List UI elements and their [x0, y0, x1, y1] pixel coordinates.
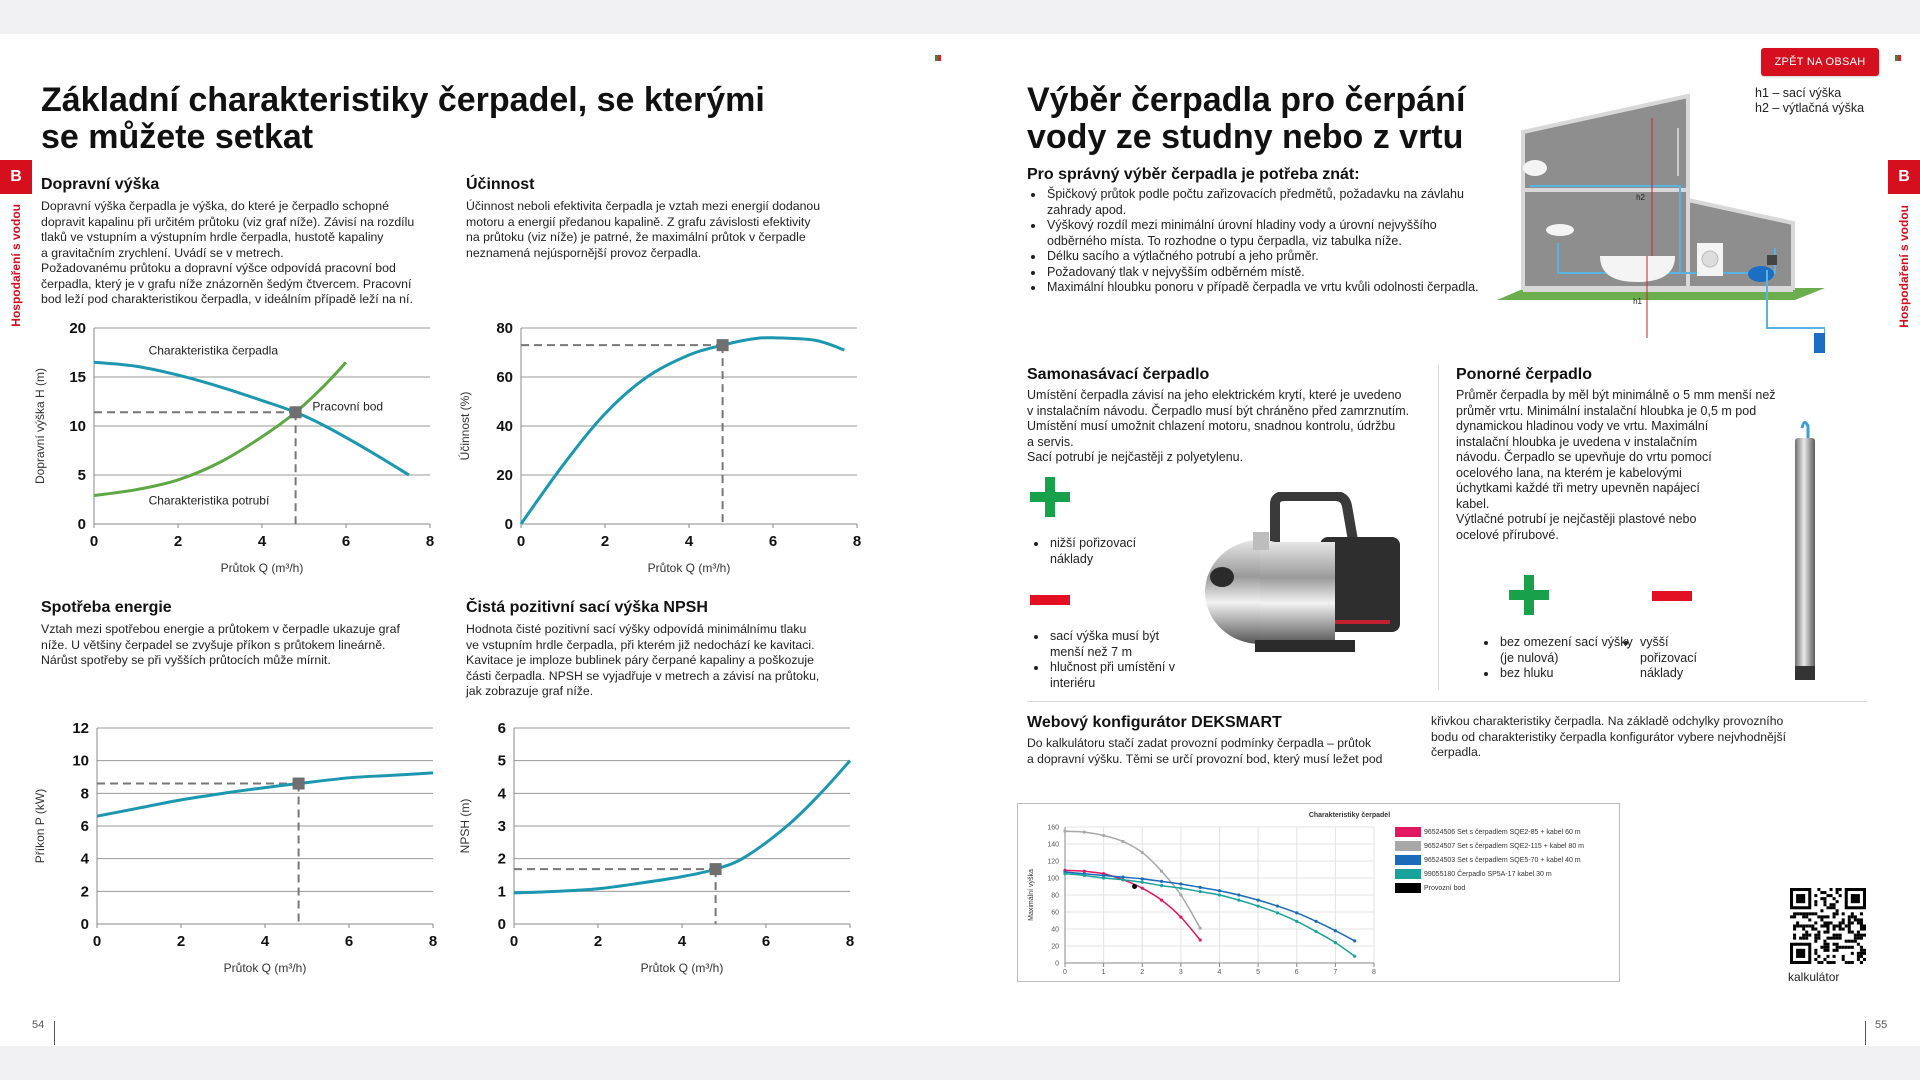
y-tick-label: 120 — [1047, 858, 1059, 866]
x-tick-label: 0 — [509, 933, 519, 950]
chart-annotation: Pracovní bod — [312, 399, 384, 414]
data-point — [1121, 840, 1124, 843]
legend-swatch — [1395, 869, 1421, 879]
legend-item — [1395, 868, 1584, 882]
pro-item: • bez omezení sací výšky (je nulová) — [1498, 635, 1638, 666]
color-marker-icon — [1895, 55, 1901, 61]
data-point — [1199, 927, 1202, 930]
data-point — [1083, 874, 1086, 877]
section-spotreba — [41, 599, 451, 669]
y-tick-label: 160 — [1047, 824, 1059, 832]
legend-item — [1395, 840, 1584, 854]
submersible-section — [1456, 366, 1816, 543]
x-tick-label: 7 — [1333, 969, 1338, 976]
y-tick-label: 60 — [1051, 909, 1059, 917]
x-tick-label: 6 — [341, 533, 351, 550]
page-number-left: 54 — [32, 1019, 45, 1031]
series-line — [1065, 874, 1355, 956]
chart-title: Charakteristiky čerpadel — [1308, 812, 1391, 819]
x-tick-label: 4 — [677, 933, 687, 950]
legend-item — [1395, 854, 1584, 868]
y-tick-label: 0 — [504, 516, 513, 533]
y-tick-label: 2 — [497, 850, 506, 868]
data-point — [1132, 884, 1137, 889]
section-label-left: Hospodaření s vodou — [9, 204, 23, 327]
y-tick-label: 6 — [497, 720, 506, 737]
legend-h1: h1 – sací výška — [1755, 86, 1842, 100]
y-tick-label: 40 — [1051, 926, 1059, 934]
y-tick-label: 20 — [496, 467, 513, 484]
y-axis-label: Maximální výška — [1028, 869, 1035, 921]
text-npsh: Hodnota čisté pozitivní sací výšky odpovídá minimálnímu tlaku ve vstupním hrdle čerpadla, při kterém již nedochází ke kavitaci. Kavitace je imploze bublinek páry čerpané kapaliny a poškozuje části čerpadla. NPSH se vyjadřuje v metrech a závisí na průtoku, jak zobrazuje graf níže. — [466, 622, 820, 698]
house-diagram — [1495, 88, 1825, 353]
h1-label: h1 — [1633, 297, 1642, 306]
data-point — [1353, 939, 1356, 942]
data-point — [1218, 893, 1221, 896]
section-tab-left[interactable]: B — [0, 160, 32, 194]
qr-code[interactable] — [1790, 888, 1866, 964]
requirement-item: • Maximální hloubku ponoru v případě čerpadla ve vrtu kvůli odolnosti čerpadla. — [1045, 280, 1487, 296]
configurator-section — [1027, 714, 1407, 767]
submersible-pump-image — [1790, 418, 1820, 684]
chart-head — [30, 315, 450, 585]
y-tick-label: 4 — [497, 785, 506, 803]
jet-pump-image — [1195, 492, 1415, 662]
pro-item: • bez hluku — [1498, 666, 1638, 682]
y-tick-label: 20 — [69, 320, 86, 337]
x-tick-label: 0 — [1063, 969, 1067, 976]
configurator-legend — [1395, 826, 1584, 896]
section-divider — [1027, 701, 1867, 702]
legend-label: 96524507 Set s čerpadlem SQE2-115 + kabel 80 m — [1424, 843, 1584, 850]
data-point — [1141, 887, 1144, 890]
series-line — [94, 362, 346, 495]
x-tick-label: 8 — [852, 533, 862, 550]
requirement-item: • Špičkový průtok podle počtu zařizovacích předmětů, požadavku na závlahu zahrady apod. — [1045, 187, 1487, 218]
y-axis-label: Účinnost (%) — [458, 391, 472, 461]
legend-swatch — [1395, 841, 1421, 851]
y-axis-label: NPSH (m) — [458, 798, 472, 854]
chart-power — [30, 710, 450, 990]
section-tab-right[interactable]: B — [1888, 160, 1920, 194]
data-point — [1141, 881, 1144, 884]
legend-item — [1395, 826, 1584, 840]
page-number-bar-right — [1865, 1021, 1866, 1045]
requirement-item: • Délku sacího a výtlačného potrubí a jeho průměr. — [1045, 249, 1487, 265]
x-tick-label: 3 — [1178, 969, 1183, 976]
y-axis-label: Příkon P (kW) — [33, 788, 47, 864]
data-point — [1334, 929, 1337, 932]
data-point — [1334, 941, 1337, 944]
y-tick-label: 10 — [69, 418, 86, 435]
submersible-cons — [1620, 635, 1728, 682]
text-spotreba: Vztah mezi spotřebou energie a průtokem v čerpadle ukazuje graf níže. U většiny čerpadel se zvyšuje příkon s průtokem lineárně. Nárůst spotřeby se při vyšších průtocích může mírnit. — [41, 622, 400, 667]
submersible-text: Průměr čerpadla by měl být minimálně o 5 mm menší než průměr vrtu. Minimální instalační hloubka je 0,5 m pod dynamickou hladinou vody ve vrtu. Maximální instalační hloubka je uvedena v instalačním návodu. Čerpadlo se upevňuje do vrtu pomocí ocelového lana, na kterém je kabelovými úchytkami každé tři metry upevněn napájecí kabel. Výtlačné potrubí je nejčastěji plastové nebo ocelové přírubové. — [1456, 388, 1776, 542]
legend-swatch — [1395, 827, 1421, 837]
section-npsh — [466, 599, 876, 700]
configurator-text-col2-wrap — [1431, 714, 1851, 761]
y-tick-label: 80 — [1051, 892, 1059, 900]
data-point — [1160, 899, 1163, 902]
pro-item: • nižší pořizovací náklady — [1048, 536, 1168, 567]
x-tick-label: 2 — [1140, 969, 1145, 976]
data-point — [1141, 851, 1144, 854]
x-axis-label: Průtok Q (m³/h) — [220, 561, 304, 575]
operating-point-marker — [293, 778, 305, 790]
title-line-1: Základní charakteristiky čerpadel, se kterými — [41, 81, 765, 119]
sink-upper-icon — [1523, 160, 1547, 176]
requirements-list — [1027, 187, 1487, 296]
data-point — [1314, 930, 1317, 933]
qr-label: kalkulátor — [1788, 970, 1840, 984]
well-pump-icon — [1814, 333, 1825, 353]
series-line — [1065, 831, 1200, 928]
section-dopravni-vyska — [41, 176, 451, 308]
color-marker-icon — [935, 55, 941, 61]
data-point — [1141, 877, 1144, 880]
plus-icon — [1509, 575, 1549, 615]
requirements-heading: Pro správný výběr čerpadla je potřeba znát: — [1027, 166, 1360, 183]
heading-dopravni-vyska: Dopravní výška — [41, 176, 160, 193]
chart-annotation: Charakteristika čerpadla — [148, 343, 279, 358]
data-point — [1295, 920, 1298, 923]
y-tick-label: 80 — [496, 320, 513, 337]
data-point — [1160, 884, 1163, 887]
legend-label: 96524506 Set s čerpadlem SQE2-85 + kabel 60 m — [1424, 829, 1581, 836]
legend-item — [1395, 882, 1584, 896]
self-priming-heading: Samonasávací čerpadlo — [1027, 366, 1210, 383]
self-priming-section — [1027, 366, 1427, 466]
x-tick-label: 0 — [516, 533, 526, 550]
data-point — [1063, 830, 1066, 833]
operating-point-marker — [717, 339, 729, 351]
plus-icon — [1030, 477, 1070, 517]
back-to-contents-button[interactable]: ZPĚT NA OBSAH — [1761, 48, 1879, 76]
minus-icon — [1652, 591, 1692, 601]
series-line — [521, 338, 844, 524]
y-tick-label: 0 — [497, 916, 506, 933]
x-tick-label: 4 — [1217, 969, 1222, 976]
y-tick-label: 5 — [497, 752, 506, 770]
requirement-item: • Výškový rozdíl mezi minimální úrovní hladiny vody a úrovní nejvyššího odběrného místa. To rozhodne o typu čerpadla, viz tabulka níže. — [1045, 218, 1487, 249]
legend-label: 99055180 Čerpadlo SP5A-17 kabel 30 m — [1424, 871, 1552, 878]
y-tick-label: 10 — [72, 752, 89, 770]
x-tick-label: 2 — [600, 533, 610, 550]
data-point — [1276, 911, 1279, 914]
data-point — [1353, 955, 1356, 958]
section-label-right: Hospodaření s vodou — [1897, 205, 1911, 328]
requirement-item: • Požadovaný tlak v nejvyšším odběrném místě. — [1045, 265, 1487, 281]
x-tick-label: 0 — [92, 933, 102, 950]
left-page-title — [41, 82, 901, 156]
y-tick-label: 60 — [496, 369, 513, 386]
x-tick-label: 2 — [176, 933, 186, 950]
title-line-2: vody ze studny nebo z vrtu — [1027, 118, 1464, 156]
legend-swatch — [1395, 883, 1421, 893]
x-tick-label: 0 — [89, 533, 99, 550]
operating-point-marker — [710, 863, 722, 875]
configurator-heading: Webový konfigurátor DEKSMART — [1027, 714, 1282, 731]
page-number-bar-left — [54, 1021, 55, 1045]
x-tick-label: 2 — [593, 933, 603, 950]
con-item: • vyšší pořizovací náklady — [1638, 635, 1728, 682]
series-line — [1065, 872, 1355, 941]
x-tick-label: 4 — [260, 933, 270, 950]
data-point — [1218, 889, 1221, 892]
data-point — [1276, 904, 1279, 907]
con-item: • sací výška musí být menší než 7 m — [1048, 629, 1188, 660]
y-tick-label: 1 — [497, 883, 506, 901]
data-point — [1257, 899, 1260, 902]
y-tick-label: 3 — [497, 818, 506, 835]
title-line-1: Výběr čerpadla pro čerpání — [1027, 81, 1466, 119]
x-tick-label: 1 — [1101, 969, 1106, 976]
section-ucinnost — [466, 176, 876, 261]
y-tick-label: 8 — [80, 785, 89, 803]
x-tick-label: 4 — [684, 533, 694, 550]
configurator-text-col2: křivkou charakteristiky čerpadla. Na základě odchylky provozního bodu od charakteristiky čerpadla konfigurátor vybere nejvhodnější čerpadla. — [1431, 714, 1786, 759]
text-dopravni-vyska: Dopravní výška čerpadla je výška, do které je čerpadlo schopné dopravit kapalinu při určitém průtoku (viz graf níže). Závisí na rozdílu tlaků ve vstupním a výstupním hrdle čerpadla, hustotě kapaliny a gravitačním zrychlení. Uvádí se v metrech. Požadovanému průtoku a dopravní výšce odpovídá pracovní bod čerpadla, který je v grafu níže znázorněn šedým čtvercem. Pracovní bod leží pod charakteristikou čerpadla, v ideálním případě leží na ní. — [41, 199, 415, 306]
x-tick-label: 6 — [1294, 969, 1299, 976]
data-point — [1295, 911, 1298, 914]
legend-label: Provozní bod — [1424, 885, 1466, 892]
minus-icon — [1030, 595, 1070, 605]
series-line — [97, 773, 433, 816]
x-tick-label: 6 — [768, 533, 778, 550]
data-point — [1257, 904, 1260, 907]
title-line-2: se můžete setkat — [41, 118, 314, 156]
series-line — [514, 761, 850, 893]
con-item: • hlučnost při umístění v interiéru — [1048, 660, 1188, 691]
column-divider — [1438, 365, 1439, 690]
chart-npsh — [455, 710, 865, 990]
data-point — [1179, 916, 1182, 919]
x-axis-label: Průtok Q (m³/h) — [647, 561, 731, 575]
x-tick-label: 4 — [257, 533, 267, 550]
y-tick-label: 140 — [1047, 841, 1059, 849]
submersible-heading: Ponorné čerpadlo — [1456, 366, 1593, 383]
data-point — [1063, 872, 1066, 875]
y-tick-label: 20 — [1051, 943, 1059, 951]
y-tick-label: 15 — [69, 369, 86, 386]
requirements-section — [1027, 166, 1487, 296]
legend-h2: h2 – výtlačná výška — [1755, 101, 1865, 115]
data-point — [1083, 831, 1086, 834]
self-priming-text: Umístění čerpadla závisí na jeho elektrickém krytí, které je uvedeno v instalačním návodu. Čerpadlo musí být chráněno před zamrznutím. Umístění musí umožnit chlazení motoru, snadnou kontrolu, údržbu a servis. Sací potrubí je nejčastěji z polyetylenu. — [1027, 388, 1410, 464]
data-point — [1237, 899, 1240, 902]
x-tick-label: 6 — [761, 933, 771, 950]
data-point — [1179, 887, 1182, 890]
chart-efficiency — [455, 315, 865, 585]
heading-npsh: Čistá pozitivní sací výška NPSH — [466, 599, 708, 616]
heading-spotreba: Spotřeba energie — [41, 599, 172, 616]
h2-label: h2 — [1636, 193, 1645, 202]
data-point — [1237, 893, 1240, 896]
data-point — [1102, 876, 1105, 879]
series-line — [94, 362, 409, 475]
y-tick-label: 0 — [80, 916, 89, 933]
data-point — [1160, 880, 1163, 883]
legend-label: 96524503 Set s čerpadlem SQE5-70 + kabel 40 m — [1424, 857, 1581, 864]
pressure-tank-icon — [1748, 266, 1774, 282]
data-point — [1199, 938, 1202, 941]
data-point — [1179, 882, 1182, 885]
x-axis-label: Průtok Q (m³/h) — [640, 961, 724, 975]
data-point — [1102, 834, 1105, 837]
y-tick-label: 0 — [1055, 960, 1059, 968]
x-tick-label: 6 — [344, 933, 354, 950]
data-point — [1179, 893, 1182, 896]
heading-ucinnost: Účinnost — [466, 176, 535, 193]
configurator-chart — [1017, 803, 1417, 980]
x-tick-label: 8 — [1372, 969, 1376, 976]
chart-annotation: Charakteristika potrubí — [148, 493, 270, 508]
data-point — [1199, 890, 1202, 893]
x-tick-label: 8 — [428, 933, 438, 950]
x-tick-label: 8 — [845, 933, 855, 950]
y-tick-label: 6 — [80, 818, 89, 835]
right-page-title — [1027, 82, 1467, 156]
data-point — [1160, 870, 1163, 873]
sink-lower-icon — [1546, 224, 1574, 236]
data-point — [1314, 920, 1317, 923]
x-tick-label: 5 — [1256, 969, 1261, 976]
y-tick-label: 0 — [77, 516, 86, 533]
y-tick-label: 4 — [80, 850, 89, 868]
legend-swatch — [1395, 855, 1421, 865]
text-ucinnost: Účinnost neboli efektivita čerpadla je vztah mezi energií dodanou motoru a energií předanou kapalině. Z grafu závislosti efektivity na průtoku (viz níže) je patrné, že maximální průtok v čerpadle neznamená nejúspornější provoz čerpadla. — [466, 199, 821, 260]
y-tick-label: 2 — [80, 883, 89, 901]
x-axis-label: Průtok Q (m³/h) — [223, 961, 307, 975]
y-axis-label: Dopravní výška H (m) — [33, 367, 47, 485]
y-tick-label: 100 — [1047, 875, 1059, 883]
data-point — [1199, 886, 1202, 889]
data-point — [1121, 878, 1124, 881]
y-tick-label: 5 — [77, 467, 86, 484]
y-tick-label: 12 — [72, 720, 89, 737]
self-priming-cons — [1030, 629, 1188, 691]
configurator-text-col1: Do kalkulátoru stačí zadat provozní podmínky čerpadla – průtok a dopravní výšku. Těmi se určí provozní bod, který musí ležet pod — [1027, 736, 1383, 766]
y-tick-label: 40 — [496, 418, 513, 435]
x-tick-label: 2 — [173, 533, 183, 550]
submersible-pros — [1480, 635, 1638, 682]
self-priming-pros — [1030, 536, 1168, 567]
operating-point-marker — [290, 406, 302, 418]
page-number-right: 55 — [1875, 1019, 1888, 1031]
x-tick-label: 8 — [425, 533, 435, 550]
